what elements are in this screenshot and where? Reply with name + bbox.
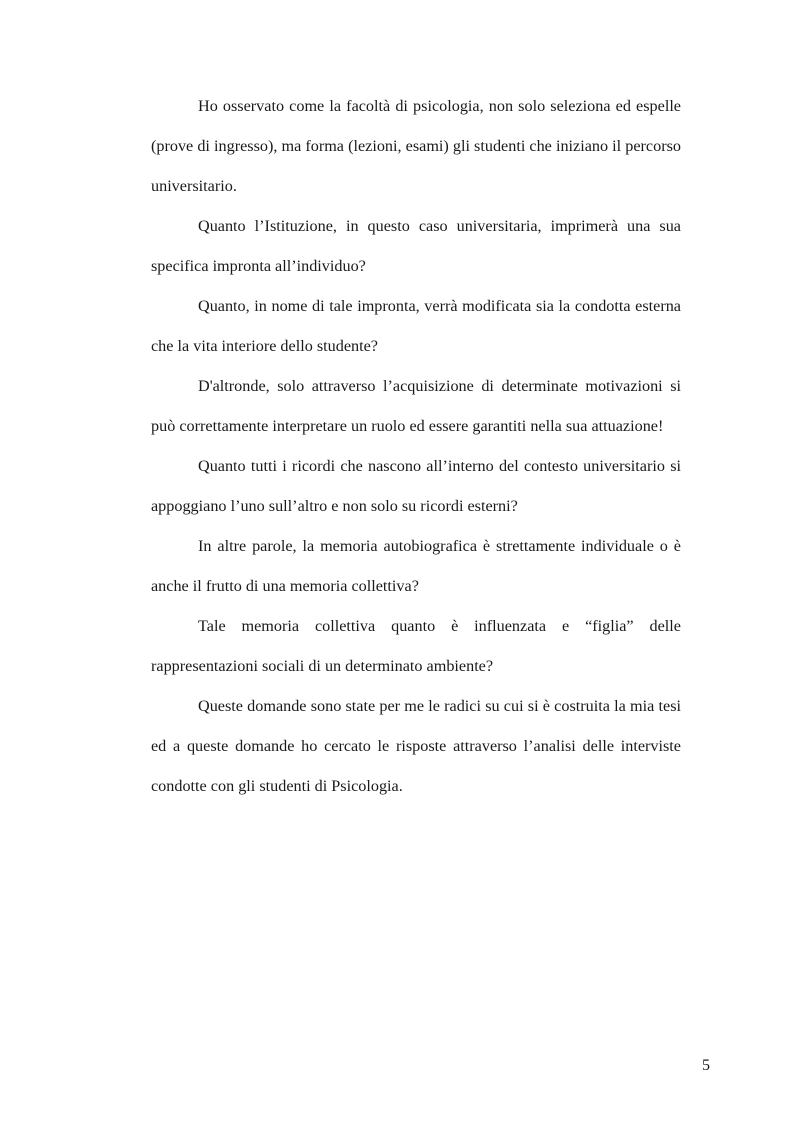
paragraph-6: In altre parole, la memoria autobiografica è strettamente individuale o è anche il frutto di una memoria collettiva? bbox=[151, 537, 681, 595]
page-number: 5 bbox=[702, 1057, 710, 1074]
paragraph-4: D'altronde, solo attraverso l’acquisizione di determinate motivazioni si può correttamente interpretare un ruolo ed essere garantiti nella sua attuazione! bbox=[151, 377, 681, 435]
paragraph-8: Queste domande sono state per me le radici su cui si è costruita la mia tesi ed a queste domande ho cercato le risposte attraverso l’analisi delle interviste condotte con gli studenti di Psicologia. bbox=[151, 697, 681, 795]
paragraph-3: Quanto, in nome di tale impronta, verrà modificata sia la condotta esterna che la vita interiore dello studente? bbox=[151, 297, 681, 355]
paragraph-2: Quanto l’Istituzione, in questo caso universitaria, imprimerà una sua specifica impronta all’individuo? bbox=[151, 217, 681, 275]
paragraph-1: Ho osservato come la facoltà di psicologia, non solo seleziona ed espelle (prove di ingresso), ma forma (lezioni, esami) gli studenti che iniziano il percorso universitario. bbox=[151, 97, 681, 195]
paragraph-7: Tale memoria collettiva quanto è influenzata e “figlia” delle rappresentazioni sociali di un determinato ambiente? bbox=[151, 617, 681, 675]
paragraph-5: Quanto tutti i ricordi che nascono all’interno del contesto universitario si appoggiano l’uno sull’altro e non solo su ricordi esterni? bbox=[151, 457, 681, 515]
body-text bbox=[151, 86, 681, 806]
